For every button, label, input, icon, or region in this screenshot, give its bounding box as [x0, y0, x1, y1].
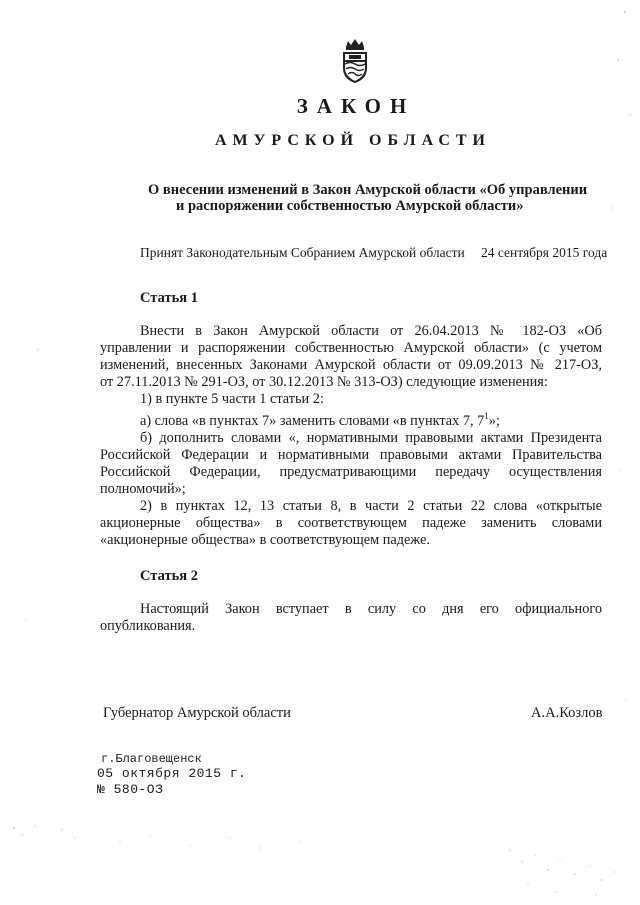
adoption-date: 24 сентября 2015 года [481, 245, 608, 260]
article-1-item-1: 1) в пункте 5 части 1 статьи 2: [140, 391, 324, 407]
law-subject-line-1: О внесении изменений в Закон Амурской области «Об управлении [148, 182, 588, 198]
amur-region-coat-of-arms-icon [337, 38, 373, 84]
signing-date: 05 октября 2015 г. [97, 766, 247, 781]
article-1-item-1a [100, 408, 602, 430]
article-1-heading: Статья 1 [140, 290, 198, 306]
signatory-position: Губернатор Амурской области [103, 705, 291, 721]
article-1-item-2-line-2: акционерные общества» в соответствующем падеже заменить словами [100, 514, 602, 531]
article-1-item-1b-line-2: Российской Федерации и нормативными правовыми актами Правительства [100, 446, 602, 463]
law-number: № 580-ОЗ [97, 782, 164, 797]
document-title: ЗАКОН [296, 94, 416, 118]
article-1-intro-line-1: Внести в Закон Амурской области от 26.04.2013 № 182-ОЗ «Об [140, 323, 602, 339]
signatory-name: А.А.Козлов [531, 705, 603, 721]
article-1-intro-line-4: от 27.11.2013 № 291-ОЗ, от 30.12.2013 № 313-ОЗ) следующие изменения: [100, 374, 548, 390]
article-2-body [100, 601, 602, 635]
article-1-item-1a-superscript: 1 [484, 411, 489, 421]
article-1-body [100, 323, 602, 549]
article-1-item-2-line-3: «акционерные общества» в соответствующем падеже. [100, 531, 430, 548]
article-2-line-1: Настоящий Закон вступает в силу со дня его официального [140, 601, 602, 617]
adoption-text: Принят Законодательным Собранием Амурской области [140, 245, 465, 260]
article-1-intro-line-3: изменений, внесенных Законами Амурской области от 09.09.2013 № 217-ОЗ, [100, 357, 602, 373]
article-1-intro-line-2: управлении и распоряжении собственностью Амурской области» (с учетом [100, 340, 602, 356]
law-subject [148, 182, 618, 214]
article-2-line-2: опубликования. [100, 618, 196, 634]
signing-place: г.Благовещенск [101, 752, 202, 766]
article-2-heading: Статья 2 [140, 568, 198, 584]
article-1-item-1b-line-1: б) дополнить словами «, нормативными правовыми актами Президента [140, 429, 602, 446]
article-1-item-1a-end: »; [488, 412, 500, 429]
document-region: АМУРСКОЙ ОБЛАСТИ [215, 132, 491, 149]
article-1-item-1a-text: а) слова «в пунктах 7» заменить словами «в пунктах 7, 7 [140, 412, 485, 429]
article-1-item-1b-line-4: полномочий»; [100, 480, 186, 497]
law-subject-line-2: и распоряжении собственностью Амурской области» [176, 198, 524, 214]
article-1-item-1b-line-3: Российской Федерации, предусматривающими передачу осуществления [100, 463, 602, 480]
article-1-item-2-line-1: 2) в пунктах 12, 13 статьи 8, в части 2 статьи 22 слова «открытые [140, 497, 602, 514]
